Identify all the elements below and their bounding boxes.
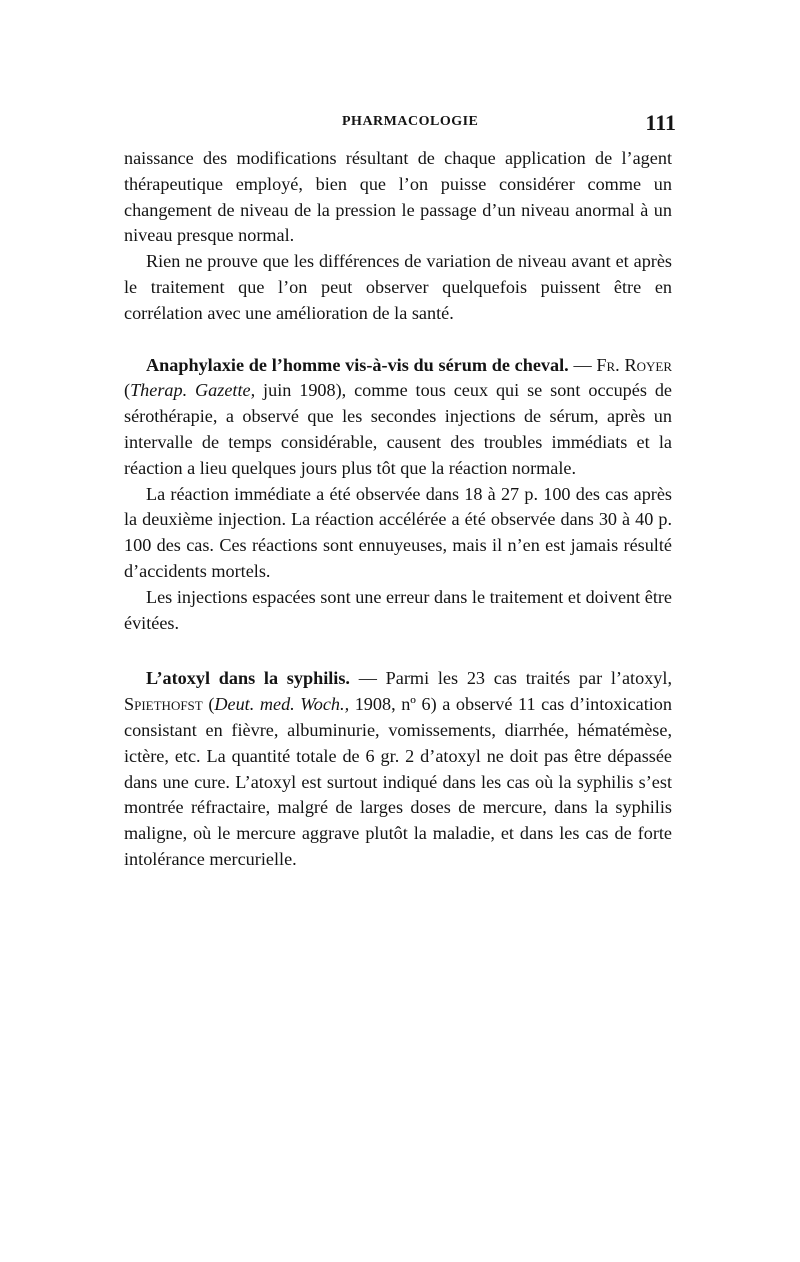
running-title: PHARMACOLOGIE [342,114,479,129]
article-title-atoxyl: L’atoxyl dans la syphilis. [146,668,350,689]
journal-name: Deut. med. Woch., [214,694,350,715]
journal-name: Therap. Gazette, [130,380,256,401]
reference-open: ( [124,380,131,401]
article-atoxyl-text: 1908, nº 6) a observé 11 cas d’intoxication consistant en fièvre, albuminurie, vomissements, diarrhée, hématémèse, ictère, etc. La quantité totale de 6 gr. 2 d’atoxyl ne doit pas être dépassée dans une cure. L’atoxyl est surtout indiqué dans les cas où la syphilis s’est montrée réfractaire, malgré de larges doses de mercure, dans la syphilis maligne, où le mercure aggrave plutôt la maladie, et dans les cas de forte intolérance mercurielle. [124,694,672,869]
page-number: 111 [645,110,676,135]
author-royer: Fr. Royer [596,354,672,375]
em-dash: — [568,354,597,375]
article-atoxyl-paragraph [124,666,672,872]
intro-paragraph-1: naissance des modifications résultant de chaque application de l’agent thérapeutique employé, bien que l’on puisse considérer comme un changement de niveau de la pression le passage d’un niveau anormal à un niveau presque normal. [124,148,672,246]
intro-paragraph-2: Rien ne prouve que les différences de variation de niveau avant et après le traitement que l’on peut observer quelquefois puissent être en corrélation avec une amélioration de la santé. [124,251,672,323]
article-anaphylaxie-paragraph-2: La réaction immédiate a été observée dans 18 à 27 p. 100 des cas après la deuxième injection. La réaction accélérée a été observée dans 30 à 40 p. 100 des cas. Ces réactions sont ennuyeuses, mais il n’en est jamais résulté d’accidents mortels. [124,483,672,581]
article-anaphylaxie-paragraph-1 [124,353,672,482]
em-dash: — [349,668,386,689]
article-title-anaphylaxie: Anaphylaxie de l’homme vis-à-vis du sérum de cheval. [146,354,569,375]
article-anaphylaxie-paragraph-3: Les injections espacées sont une erreur dans le traitement et doivent être évitées. [124,586,672,633]
running-head [124,110,676,138]
author-spiethofst: Spiethofst [124,694,203,715]
article-anaphylaxie-text: juin 1908), comme tous ceux qui se sont occupés de sérothérapie, a observé que les secondes injections de sérum, après un intervalle de temps considérable, causent des troubles immédiats et la réaction a lieu quelques jours plus tôt que la réaction normale. [124,380,672,478]
reference-open: ( [202,694,215,715]
body-text [124,146,672,873]
article-atoxyl-lead: Parmi les 23 cas traités par l’atoxyl, [385,668,672,689]
